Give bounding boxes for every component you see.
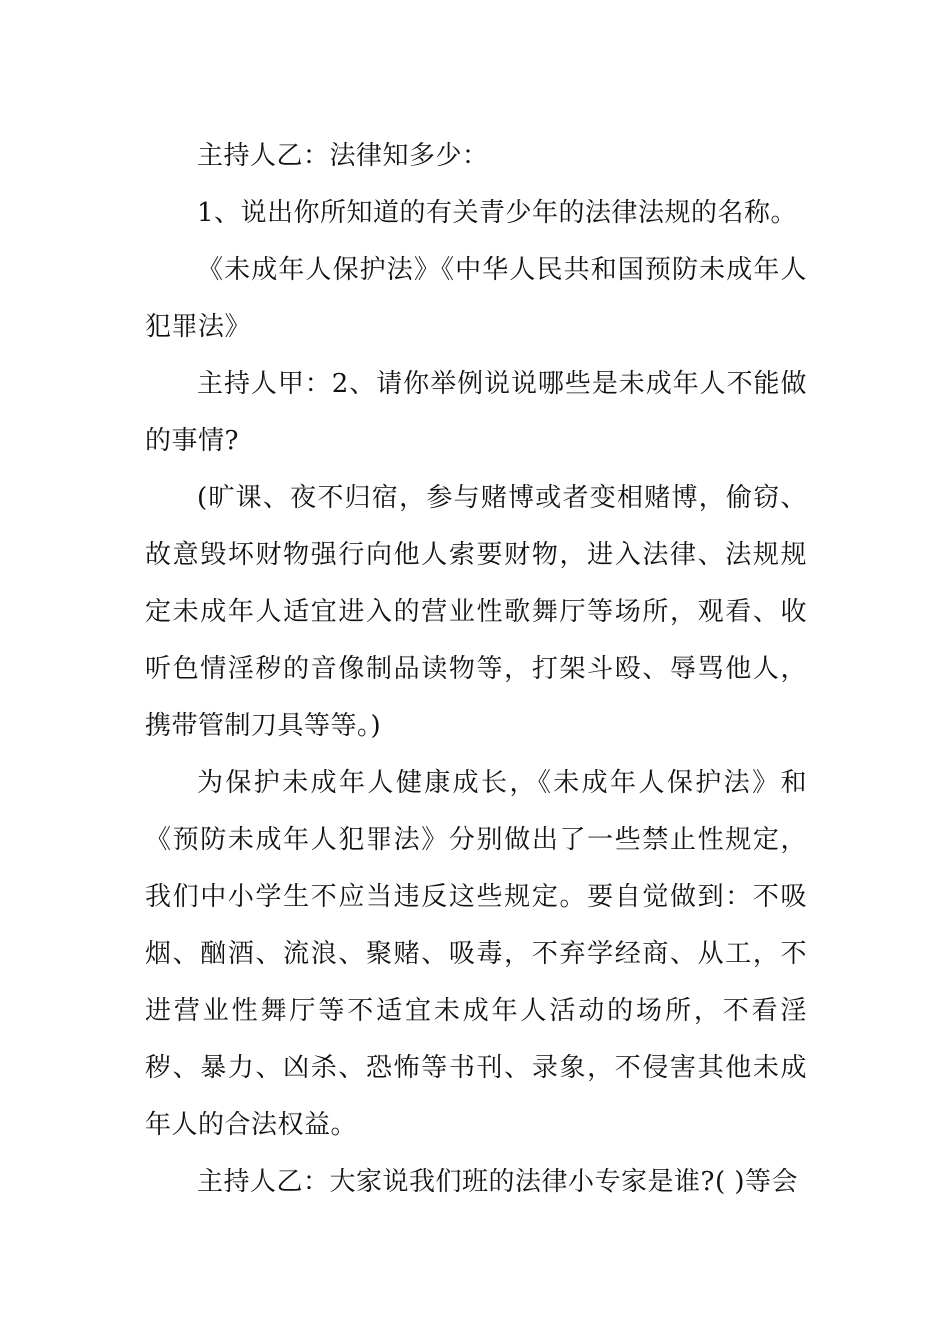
paragraph-question-2: 主持人甲：2、请你举例说说哪些是未成年人不能做的事情? [145, 369, 807, 456]
paragraph-explanation: 为保护未成年人健康成长，《未成年人保护法》和《预防未成年人犯罪法》分别做出了一些禁止性规定，我们中小学生不应当违反这些规定。要自觉做到：不吸烟、酗酒、流浪、聚赌、吸毒，不弃学经商、从工，不进营业性舞厅等不适宜未成年人活动的场所，不看淫秽、暴力、凶杀、恐怖等书刊、录象，不侵害其他未成年人的合法权益。 [145, 768, 807, 1140]
paragraph-answer-1: 《未成年人保护法》《中华人民共和国预防未成年人犯罪法》 [145, 255, 807, 342]
paragraph-host-b-question: 主持人乙：大家说我们班的法律小专家是谁?( )等会 [197, 1167, 798, 1197]
paragraph-host-b-intro: 主持人乙：法律知多少： [197, 141, 489, 171]
document-body [145, 128, 807, 1211]
paragraph-answer-2: (旷课、夜不归宿，参与赌博或者变相赌博，偷窃、故意毁坏财物强行向他人索要财物，进入法律、法规规定未成年人适宜进入的营业性歌舞厅等场所，观看、收听色情淫秽的音像制品读物等，打架斗殴、辱骂他人，携带管制刀具等等。) [145, 483, 807, 741]
paragraph-question-1: 1、说出你所知道的有关青少年的法律法规的名称。 [197, 198, 798, 228]
